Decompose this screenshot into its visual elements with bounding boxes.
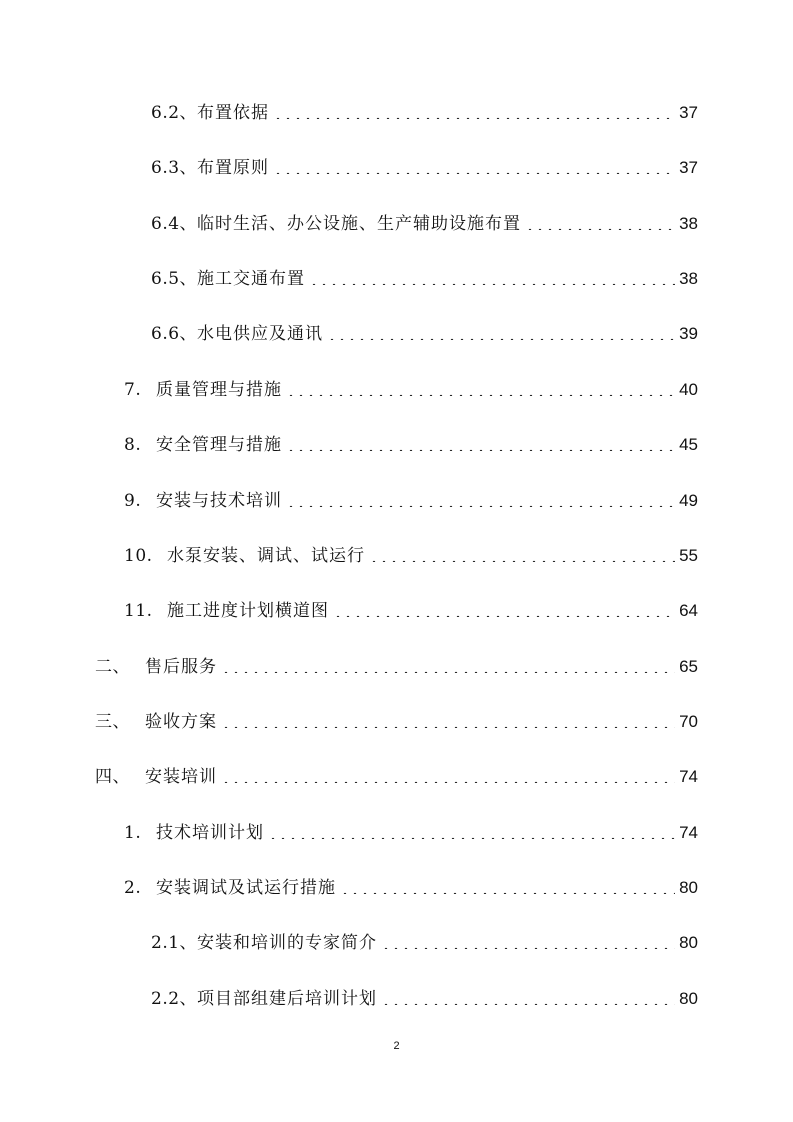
toc-entry-title: 质量管理与措施 (156, 380, 282, 400)
toc-entry-title: 安装培训 (145, 767, 217, 787)
toc-entry-page: 45 (679, 435, 698, 454)
dot-leader (381, 933, 675, 949)
toc-entry-number: 7. (124, 380, 142, 400)
toc-entry-title: 布置依据 (197, 103, 270, 123)
toc-entry-page: 70 (679, 712, 698, 731)
dot-leader (327, 324, 675, 340)
dot-leader (525, 214, 675, 230)
dot-leader (273, 158, 675, 174)
toc-entry-number: 2.2、 (151, 989, 198, 1009)
toc-entry-number: 二、 (95, 657, 130, 677)
toc-entry-title: 水泵安装、调试、试运行 (167, 546, 365, 566)
dot-leader (309, 269, 675, 285)
toc-entry[interactable] (95, 702, 698, 732)
toc-entry-title: 布置原则 (197, 158, 270, 178)
toc-entry-page: 49 (679, 491, 698, 510)
toc-entry[interactable] (124, 868, 698, 898)
toc-entry[interactable] (124, 370, 698, 400)
toc-entry-title: 项目部组建后培训计划 (197, 989, 378, 1009)
toc-entry[interactable] (124, 481, 698, 511)
toc-entry-page: 39 (679, 324, 698, 343)
toc-entry-number: 6.4、 (151, 214, 198, 234)
toc-entry-page: 37 (679, 158, 698, 177)
toc-entry-page: 74 (679, 823, 698, 842)
toc-entry-number: 6.6、 (151, 324, 198, 344)
toc-entry[interactable] (124, 591, 698, 621)
toc-entry-number: 6.5、 (151, 269, 198, 289)
toc-entry-title: 施工交通布置 (197, 269, 306, 289)
toc-entry[interactable] (124, 813, 698, 843)
toc-entry-page: 38 (679, 214, 698, 233)
toc-entry-number: 10. (124, 546, 153, 566)
toc-entry-number: 2. (124, 878, 142, 898)
toc-entry-title: 安装和培训的专家简介 (197, 933, 378, 953)
toc-entry-page: 80 (679, 933, 698, 952)
toc-entry-title: 技术培训计划 (156, 823, 264, 843)
toc-entry[interactable] (151, 93, 698, 123)
toc-entry-number: 8. (124, 435, 142, 455)
dot-leader (221, 712, 675, 728)
toc-entry-title: 安装调试及试运行措施 (156, 878, 336, 898)
toc-entry-page: 38 (679, 269, 698, 288)
toc-entry-number: 1. (124, 823, 142, 843)
dot-leader (286, 491, 675, 507)
toc-entry-number: 9. (124, 491, 142, 511)
toc-entry-title: 安装与技术培训 (156, 491, 282, 511)
dot-leader (221, 657, 675, 673)
toc-entry[interactable] (151, 923, 698, 953)
toc-entry-page: 37 (679, 103, 698, 122)
toc-entry-number: 11. (124, 601, 153, 621)
dot-leader (273, 103, 675, 119)
toc-entry-title: 施工进度计划横道图 (167, 601, 329, 621)
toc-entry[interactable] (151, 148, 698, 178)
toc-entry-number: 6.2、 (151, 103, 198, 123)
toc-entry-title: 临时生活、办公设施、生产辅助设施布置 (197, 214, 522, 234)
toc-entry-number: 6.3、 (151, 158, 198, 178)
toc-entry-number: 三、 (95, 712, 130, 732)
toc-entry-page: 65 (679, 657, 698, 676)
toc-entry[interactable] (124, 536, 698, 566)
dot-leader (268, 823, 675, 839)
toc-entry-number: 四、 (95, 767, 130, 787)
toc-entry-page: 55 (679, 546, 698, 565)
dot-leader (286, 435, 675, 451)
toc-entry[interactable] (95, 757, 698, 787)
toc-entry[interactable] (151, 314, 698, 344)
toc-entry-page: 80 (679, 989, 698, 1008)
dot-leader (340, 878, 675, 894)
toc-entry-title: 验收方案 (145, 712, 217, 732)
dot-leader (221, 767, 675, 783)
toc-entry-title: 售后服务 (145, 657, 217, 677)
toc-entry[interactable] (124, 425, 698, 455)
toc-entry[interactable] (151, 259, 698, 289)
dot-leader (286, 380, 675, 396)
toc-entry-number: 2.1、 (151, 933, 198, 953)
toc-entry[interactable] (95, 647, 698, 677)
page-number: 2 (393, 1040, 400, 1052)
toc-entry[interactable] (151, 204, 698, 234)
toc-entry[interactable] (151, 979, 698, 1009)
toc-entry-page: 64 (679, 601, 698, 620)
toc-entry-page: 40 (679, 380, 698, 399)
toc-entry-page: 74 (679, 767, 698, 786)
dot-leader (381, 989, 675, 1005)
toc-entry-title: 水电供应及通讯 (197, 324, 324, 344)
toc-entry-page: 80 (679, 878, 698, 897)
dot-leader (333, 601, 675, 617)
dot-leader (369, 546, 675, 562)
toc-entry-title: 安全管理与措施 (156, 435, 282, 455)
